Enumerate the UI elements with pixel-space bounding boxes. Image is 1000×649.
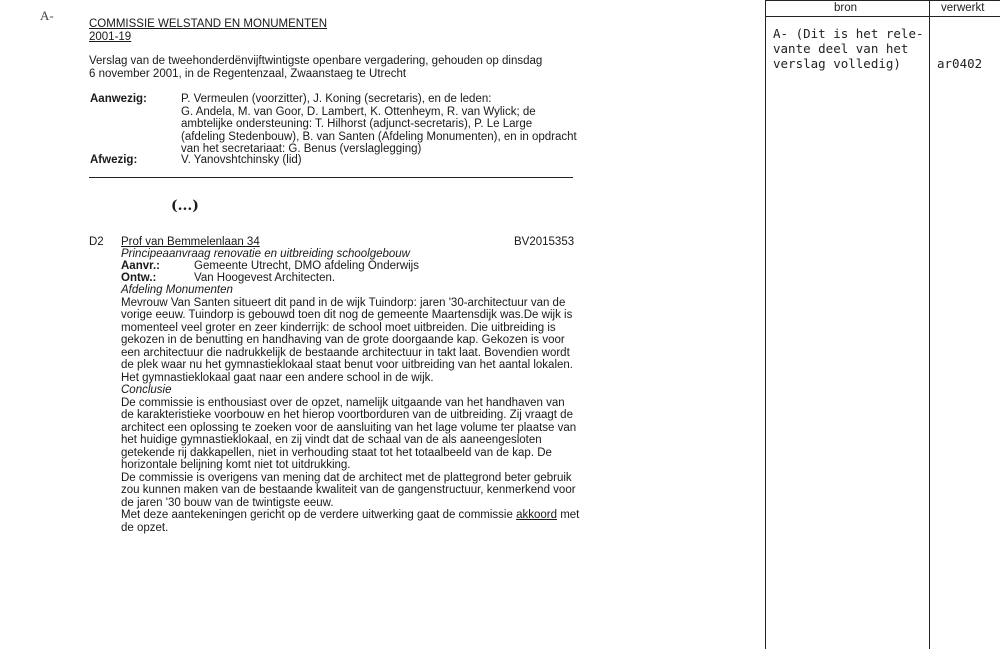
intro-line: Verslag van de tweehonderdënvijftwintigste openbare vergadering, gehouden op dinsdag bbox=[89, 55, 543, 67]
section-heading: Afdeling Monumenten bbox=[121, 284, 233, 296]
table-left-border bbox=[765, 0, 766, 649]
paragraph-line: De commissie is overigens van mening dat de architect met de plattegrond beter gebruik bbox=[121, 471, 572, 484]
final-line: de opzet. bbox=[121, 521, 169, 534]
intro-paragraph bbox=[89, 55, 542, 80]
designer-value: Van Hoogevest Architecten. bbox=[194, 272, 336, 284]
item-address: Prof van Bemmelenlaan 34 bbox=[121, 236, 260, 248]
column-header-verwerkt: verwerkt bbox=[941, 2, 985, 14]
section-heading: Conclusie bbox=[121, 384, 172, 396]
paragraph-line: gekozen in de benutting en handhaving van de grote doorgaande kap. Gekozen is voor bbox=[121, 334, 565, 346]
final-line bbox=[121, 509, 581, 522]
paragraph-line: Mevrouw Van Santen situeert dit pand in de wijk Tuindorp: jaren '30-architectuur van de bbox=[121, 296, 566, 309]
absent-text: V. Yanovshtchinsky (lid) bbox=[181, 154, 302, 166]
intro-line: 6 november 2001, in de Regentenzaal, Zwaanstaeg te Utrecht bbox=[89, 67, 407, 80]
paragraph-line: de plek waar nu het gymnastieklokaal staat benut voor uitbreiding van het aantal lokalen. bbox=[121, 359, 573, 371]
paragraph-line: het huidige gymnastieklokaal, en zij vindt dat de schaal van de als aaneengesloten bbox=[121, 434, 542, 446]
final-prefix: Met deze aantekeningen gericht op de verdere uitwerking gaat de commissie bbox=[121, 509, 513, 521]
present-line: van het secretariaat: G. Benus (verslaglegging) bbox=[181, 143, 422, 155]
title-number: 2001-19 bbox=[89, 30, 132, 43]
present-list bbox=[181, 93, 577, 156]
note-line: verslag volledig) bbox=[773, 56, 901, 71]
present-label: Aanwezig: bbox=[90, 93, 147, 105]
paragraph-line: vorige eeuw. Tuindorp is gebouwd toen dit nog de gemeente Maartensdijk was.De wijk is bbox=[121, 309, 573, 321]
present-line: P. Vermeulen (voorzitter), J. Koning (secretaris), en de leden: bbox=[181, 93, 492, 105]
designer-label: Ontw.: bbox=[121, 272, 157, 284]
item-code: D2 bbox=[89, 236, 104, 248]
table-header-border bbox=[765, 16, 1000, 17]
document-title bbox=[89, 18, 327, 43]
paragraph-line: horizontale belijning komt niet tot uitdrukking. bbox=[121, 459, 351, 471]
decision-akkoord: akkoord bbox=[516, 509, 557, 521]
section-monumenten bbox=[121, 284, 581, 534]
divider bbox=[89, 177, 573, 178]
table-column-divider bbox=[929, 0, 930, 649]
paragraph-line: zou kunnen maken van de bestaande kwaliteit van de gangenstructuur, kenmerkend voor bbox=[121, 484, 576, 496]
verwerkt-code: ar0402 bbox=[937, 56, 983, 71]
present-line: (afdeling Stedenbouw), B. van Santen (Afdeling Monumenten), en in opdracht bbox=[181, 130, 577, 143]
paragraph-line: een architectuur die nadrukkelijk de bestaande architectuur in takt laat. Bovendien wordt bbox=[121, 346, 570, 359]
paragraph-line: architect een oplossing te zoeken voor de aansluiting van het lage volume ter plaatse van bbox=[121, 421, 577, 434]
paragraph-line: momenteel veel groter en zeer kinderrijk: de school moet uitbreiden. Die uitbreiding is bbox=[121, 321, 556, 334]
table-top-border bbox=[765, 0, 1000, 1]
bron-note bbox=[773, 26, 924, 71]
margin-mark: A- bbox=[40, 8, 54, 23]
applicant-value: Gemeente Utrecht, DMO afdeling Onderwijs bbox=[194, 260, 419, 272]
paragraph-line: de jaren '30 bouw van de twintigste eeuw. bbox=[121, 496, 334, 509]
item-reference: BV2015353 bbox=[514, 236, 575, 248]
note-line: A- (Dit is het rele- bbox=[773, 26, 924, 41]
paragraph-line: Het gymnastieklokaal gaat naar een andere school in de wijk. bbox=[121, 371, 434, 384]
absent-label: Afwezig: bbox=[90, 154, 138, 166]
paragraph-line: getekende rij dakkapellen, niet in verhouding staat tot het totaalbeeld van de kap. De bbox=[121, 446, 552, 459]
paragraph-line: De commissie is enthousiast over de opzet, namelijk uitgaande van het handhaven van bbox=[121, 396, 565, 409]
applicant-label: Aanvr.: bbox=[121, 260, 160, 272]
present-line: ambtelijke ondersteuning: T. Hilhorst (adjunct-secretaris), P. Le Large bbox=[181, 118, 533, 130]
paragraph-line: de karakteristieke voorbouw en het hierop voortborduren van de uitbreiding. Zij vraagt de bbox=[121, 409, 573, 421]
ellipsis-mark: (...) bbox=[171, 198, 199, 214]
column-header-bron: bron bbox=[834, 2, 858, 14]
item-subtitle: Principeaanvraag renovatie en uitbreiding schoolgebouw bbox=[121, 248, 410, 260]
note-line: vante deel van het bbox=[773, 41, 909, 56]
present-line: G. Andela, M. van Goor, D. Lambert, K. Ottenheym, R. van Wylick; de bbox=[181, 105, 536, 118]
title-line: COMMISSIE WELSTAND EN MONUMENTEN bbox=[89, 18, 328, 30]
final-suffix: met bbox=[560, 509, 580, 521]
